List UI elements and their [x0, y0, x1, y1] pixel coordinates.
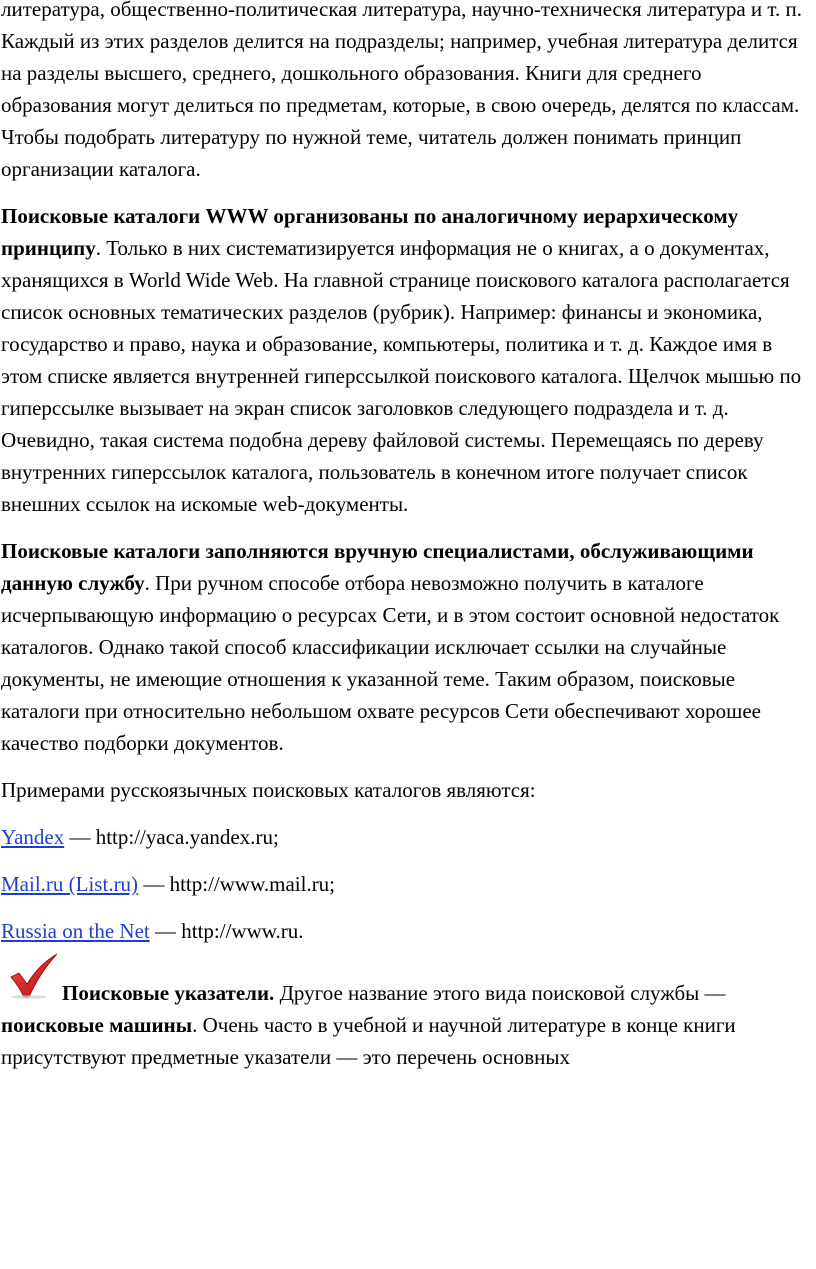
paragraph-bold-heading: Поисковые каталоги заполняются вручную специалистами, обслуживающими данную службу: [1, 539, 754, 595]
paragraph-catalog-organization: [1, 0, 814, 185]
paragraph-manual-filling: [1, 535, 814, 759]
paragraph-text: . При ручном способе отбора невозможно получить в каталоге исчерпывающую информацию о ресурсах Сети, и в этом состоит основной недостаток каталогов. Однако такой способ классификации исключает ссылки на случайные документы, не имеющие отношения к указанной теме. Таким образом, поисковые каталоги при относительно небольшом охвате ресурсов Сети обеспечивают хорошее качество подборки документов.: [1, 571, 780, 755]
link-url-text: — http://yaca.yandex.ru;: [64, 825, 279, 849]
paragraph-bold-heading: Поисковые каталоги WWW организованы по аналогичному иерархическому принципу: [1, 204, 739, 260]
link-item-mailru: [1, 868, 814, 900]
paragraph-bold-term: поисковые машины: [1, 1013, 193, 1037]
link-item-yandex: [1, 821, 814, 853]
link-russia-on-the-net[interactable]: Russia on the Net: [1, 919, 150, 943]
paragraph-text: литература, общественно-политическая литература, научно-техническя литература и т. п. Каждый из этих разделов делится на подразделы; например, учебная литература делится на разделы высшего, среднего, дошкольного образования. Книги для среднего образования могут делиться по предметам, которые, в свою очередь, делятся по классам. Чтобы подобрать литературу по нужной теме, читатель должен понимать принцип организации каталога.: [1, 0, 803, 181]
link-url-text: — http://www.mail.ru;: [138, 872, 336, 896]
paragraph-search-indexes: [1, 977, 814, 1073]
link-item-russia-on-the-net: [1, 915, 814, 947]
paragraph-www-catalogs: [1, 200, 814, 520]
checkmark-icon: [7, 953, 59, 999]
paragraph-text: . Только в них систематизируется информация не о книгах, а о документах, хранящихся в World Wide Web. На главной странице поискового каталога располагается список основных тематических разделов (рубрик). Например: финансы и экономика, государство и право, наука и образование, компьютеры, политика и т. д. Каждое имя в этом списке является внутренней гиперссылкой поискового каталога. Щелчок мышью по гиперссылке вызывает на экран список заголовков следующего подраздела и т. д. Очевидно, такая система подобна дереву файловой системы. Перемещаясь по дереву внутренних гиперссылок каталога, пользователь в конечном итоге получает список внешних ссылок на искомые web-документы.: [1, 236, 802, 516]
link-mailru[interactable]: Mail.ru (List.ru): [1, 872, 139, 896]
link-yandex[interactable]: Yandex: [1, 825, 65, 849]
paragraph-text: . Очень часто в учебной и научной литературе в конце книги присутствуют предметные указатели — это перечень основных: [1, 1013, 736, 1069]
paragraph-bold-heading: Поисковые указатели.: [62, 981, 275, 1005]
paragraph-text: Другое название этого вида поисковой службы —: [274, 981, 726, 1005]
link-url-text: — http://www.ru.: [149, 919, 304, 943]
examples-intro: Примерами русскоязычных поисковых каталогов являются:: [1, 778, 536, 802]
